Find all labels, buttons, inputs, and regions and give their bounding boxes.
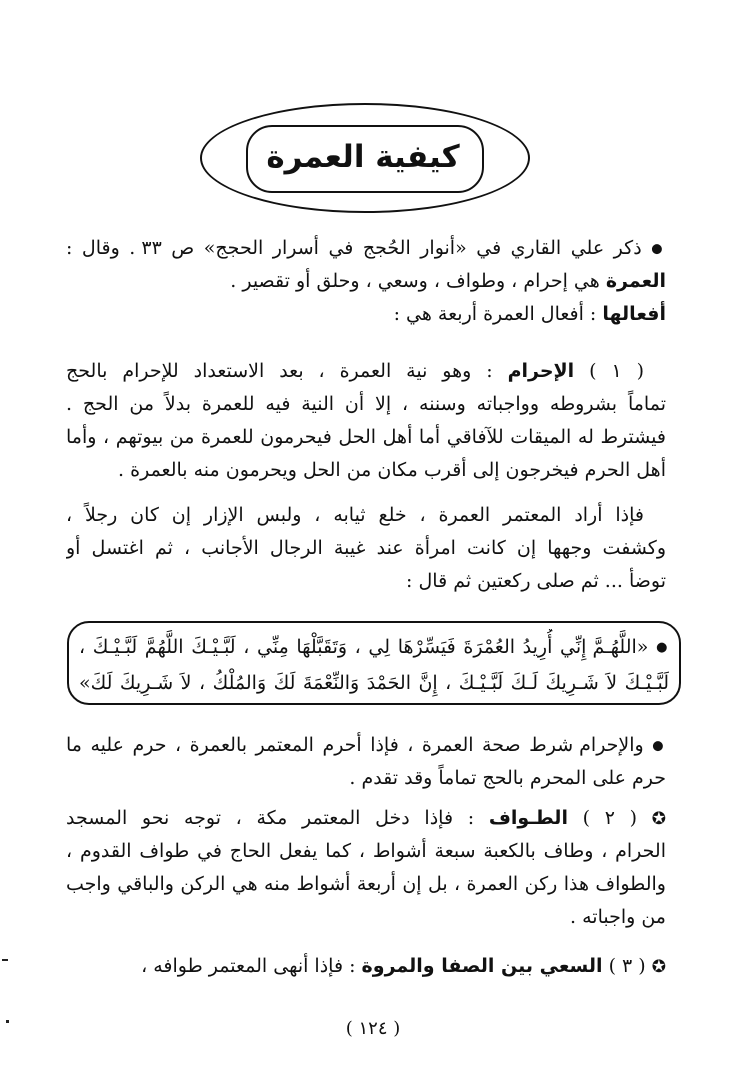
text-line: ● والإحرام شرط صحة العمرة ، فإذا أحرم المعتمر بالعمرة ، حرم عليه ما xyxy=(66,734,666,756)
intro-paragraph xyxy=(66,232,666,331)
star-icon: ✪ xyxy=(651,957,666,977)
scan-mark xyxy=(2,959,8,961)
bullet-icon: ● xyxy=(651,241,666,257)
text-line: من واجباته . xyxy=(570,906,666,928)
text-line: العمرة هي إحرام ، وطواف ، وسعي ، وحلق أو تقصير . xyxy=(230,270,666,292)
item-number: ( ٢ ) xyxy=(582,807,638,829)
item-number: ( ١ ) xyxy=(589,360,645,382)
ihram-procedure-paragraph xyxy=(66,499,666,598)
item-sai xyxy=(66,950,666,983)
term-ihram: الإحرام xyxy=(507,360,575,382)
talbiyah-box xyxy=(67,621,681,705)
term-umrah: العمرة xyxy=(605,270,666,292)
item-tawaf xyxy=(66,802,666,934)
term-tawaf: الطـواف xyxy=(488,807,568,829)
text-line: ✪ ( ٣ ) السعي بين الصفا والمروة : فإذا أنهى المعتمر طوافه ، xyxy=(141,955,666,977)
text-line: الحرام ، وطاف بالكعبة سبعة أشواط ، كما يفعل الحاج في طواف القدوم ، xyxy=(66,840,666,862)
item-ihram xyxy=(66,355,666,487)
text-line: حرم على المحرم بالحج تماماً وقد تقدم . xyxy=(349,767,666,789)
actions-heading: أفعالها : أفعال العمرة أربعة هي : xyxy=(393,303,666,325)
term-actions: أفعالها xyxy=(602,303,666,325)
text-line: تماماً بشروطه وواجباته وسننه ، إلا أن النية فيه للعمرة بدلاً من الحج . xyxy=(66,393,666,415)
page-title: كيفية العمرة xyxy=(266,139,460,175)
title-ornament xyxy=(200,103,530,213)
text-line: والطواف هذا ركن العمرة ، بل إن أربعة أشواط منه هي الركن والباقي واجب xyxy=(66,873,666,895)
term-sai: السعي بين الصفا والمروة xyxy=(361,955,603,977)
scan-mark xyxy=(6,1020,9,1023)
ihram-condition-paragraph xyxy=(66,729,666,795)
bullet-icon: ● xyxy=(652,738,666,754)
dua-line: لَبَّـيْـكَ لاَ شَـرِيكَ لَـكَ لَبَّـيْـكَ ، إِنَّ الحَمْدَ وَالنِّعْمَةَ لَكَ وَالمُلْكُ ، لاَ شَـرِيكَ لَكَ» xyxy=(79,672,669,694)
text-line: ● ذكر علي القاري في «أنوار الحُجج في أسرار الحجج» ص ٣٣ . وقال : xyxy=(66,237,666,259)
item-number: ( ٣ ) xyxy=(608,955,646,977)
text-line: فيشترط له الميقات للآفاقي أما أهل الحل فيحرمون للعمرة من بيوتهم ، وأما xyxy=(66,426,666,448)
text-line: وكشفت وجهها إن كانت امرأة عند غيبة الرجال الأجانب ، ثم اغتسل أو xyxy=(66,537,666,559)
page-number: ( ١٢٤ ) xyxy=(345,1018,401,1039)
dua-line: ● «اللَّهُـمَّ إِنِّي أُرِيدُ العُمْرَةَ فَيَسِّرْهَا لِي ، وَتَقَبَّلْهَا مِنِّي ، لَبَّـيْـكَ اللَّهُمَّ لَبَّـيْـكَ ، xyxy=(79,636,669,658)
text-line: ( ١ ) الإحرام : وهو نية العمرة ، بعد الاستعداد للإحرام بالحج xyxy=(66,360,645,382)
text-line: توضأ ... ثم صلى ركعتين ثم قال : xyxy=(406,570,666,592)
bullet-icon: ● xyxy=(656,640,669,655)
text-line: أهل الحرم فيخرجون إلى أقرب مكان من الحل ويحرمون منه بالعمرة . xyxy=(118,459,666,481)
text-line: فإذا أراد المعتمر العمرة ، خلع ثيابه ، ولبس الإزار إن كان رجلاً ، xyxy=(66,504,644,526)
text-line: ✪ ( ٢ ) الطـواف : فإذا دخل المعتمر مكة ، توجه نحو المسجد xyxy=(66,807,666,829)
star-icon: ✪ xyxy=(651,809,666,829)
